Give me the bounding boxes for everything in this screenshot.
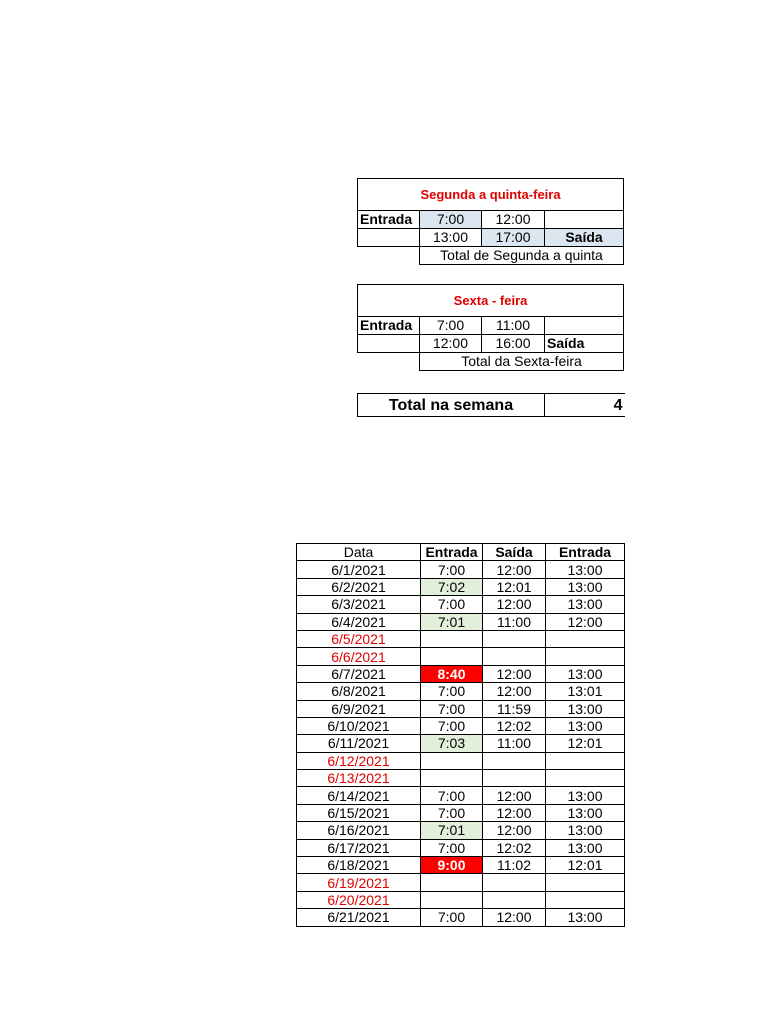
cell-date[interactable]: 6/17/2021 [297, 839, 421, 856]
cell-entrada[interactable] [421, 770, 483, 787]
schedule-mon-thu-title: Segunda a quinta-feira [358, 179, 624, 211]
cell-saida[interactable]: 12:00 [483, 804, 546, 821]
cell-time[interactable]: 7:00 [420, 211, 482, 229]
cell-saida[interactable] [483, 630, 546, 647]
cell-date[interactable]: 6/3/2021 [297, 596, 421, 613]
cell-entrada[interactable]: 7:00 [421, 717, 483, 734]
table-row [297, 561, 625, 578]
saida-label: Saída [545, 335, 624, 353]
cell-date[interactable]: 6/11/2021 [297, 735, 421, 752]
cell-entrada[interactable]: 9:00 [421, 857, 483, 874]
cell-entrada-2[interactable]: 12:00 [546, 613, 625, 630]
cell-empty[interactable] [358, 335, 420, 353]
cell-entrada[interactable]: 7:01 [421, 613, 483, 630]
schedule-mon-thu [357, 178, 624, 265]
cell-saida[interactable]: 12:02 [483, 717, 546, 734]
cell-date[interactable]: 6/7/2021 [297, 665, 421, 682]
cell-time[interactable]: 12:00 [482, 211, 545, 229]
cell-saida[interactable]: 12:02 [483, 839, 546, 856]
cell-saida[interactable]: 12:00 [483, 596, 546, 613]
cell-saida[interactable]: 11:59 [483, 700, 546, 717]
cell-date[interactable]: 6/1/2021 [297, 561, 421, 578]
cell-saida[interactable]: 11:02 [483, 857, 546, 874]
cell-entrada[interactable]: 7:02 [421, 578, 483, 595]
table-row [297, 857, 625, 874]
table-row [297, 596, 625, 613]
cell-time[interactable]: 16:00 [482, 335, 545, 353]
cell-saida[interactable]: 12:00 [483, 683, 546, 700]
cell-saida[interactable] [483, 752, 546, 769]
cell-date[interactable]: 6/12/2021 [297, 752, 421, 769]
col-header-entrada: Entrada [421, 544, 483, 561]
cell-entrada-2[interactable]: 13:00 [546, 839, 625, 856]
table-row [297, 665, 625, 682]
table-row [297, 648, 625, 665]
cell-empty[interactable] [545, 317, 624, 335]
cell-entrada-2[interactable]: 13:00 [546, 787, 625, 804]
table-row [297, 630, 625, 647]
cell-saida[interactable] [483, 891, 546, 908]
cell-entrada-2[interactable] [546, 770, 625, 787]
cell-entrada-2[interactable]: 13:00 [546, 822, 625, 839]
cell-entrada[interactable]: 7:01 [421, 822, 483, 839]
cell-date[interactable]: 6/15/2021 [297, 804, 421, 821]
cell-entrada-2[interactable]: 13:00 [546, 717, 625, 734]
table-row [297, 770, 625, 787]
cell-entrada-2[interactable]: 13:00 [546, 804, 625, 821]
cell-entrada[interactable]: 7:00 [421, 839, 483, 856]
cell-saida[interactable]: 11:00 [483, 735, 546, 752]
cell-saida[interactable]: 12:00 [483, 787, 546, 804]
cell-date[interactable]: 6/14/2021 [297, 787, 421, 804]
log-header-row [297, 544, 625, 561]
cell-time[interactable]: 12:00 [420, 335, 482, 353]
cell-date[interactable]: 6/21/2021 [297, 909, 421, 926]
cell-entrada-2[interactable]: 13:00 [546, 700, 625, 717]
cell-entrada[interactable] [421, 648, 483, 665]
cell-entrada[interactable] [421, 874, 483, 891]
cell-entrada-2[interactable] [546, 752, 625, 769]
cell-date[interactable]: 6/4/2021 [297, 613, 421, 630]
cell-date[interactable]: 6/19/2021 [297, 874, 421, 891]
table-row [297, 613, 625, 630]
cell-saida[interactable]: 12:00 [483, 909, 546, 926]
cell-saida[interactable]: 12:00 [483, 561, 546, 578]
weekly-total-value[interactable]: 4 [545, 394, 625, 417]
attendance-log [296, 543, 625, 927]
col-header-data: Data [297, 544, 421, 561]
table-row [297, 839, 625, 856]
cell-date[interactable]: 6/6/2021 [297, 648, 421, 665]
cell-entrada-2[interactable]: 13:01 [546, 683, 625, 700]
cell-entrada[interactable]: 7:00 [421, 561, 483, 578]
cell-saida[interactable] [483, 874, 546, 891]
cell-date[interactable]: 6/13/2021 [297, 770, 421, 787]
table-row [297, 752, 625, 769]
cell-entrada[interactable]: 7:00 [421, 909, 483, 926]
cell-entrada[interactable]: 7:00 [421, 683, 483, 700]
schedule-friday [357, 284, 624, 371]
table-row [297, 735, 625, 752]
cell-entrada-2[interactable] [546, 891, 625, 908]
table-row [297, 717, 625, 734]
weekly-total-label: Total na semana [358, 394, 545, 417]
schedule-friday-title: Sexta - feira [358, 285, 624, 317]
table-row [297, 683, 625, 700]
cell-entrada[interactable] [421, 891, 483, 908]
cell-entrada-2[interactable]: 13:00 [546, 561, 625, 578]
cell-entrada-2[interactable] [546, 648, 625, 665]
table-row [297, 578, 625, 595]
cell-entrada[interactable]: 7:00 [421, 700, 483, 717]
cell-time[interactable]: 13:00 [420, 229, 482, 247]
table-row [297, 700, 625, 717]
cell-date[interactable]: 6/20/2021 [297, 891, 421, 908]
entrada-label: Entrada [358, 317, 420, 335]
cell-entrada[interactable]: 7:00 [421, 804, 483, 821]
cell-entrada[interactable]: 8:40 [421, 665, 483, 682]
cell-time[interactable]: 17:00 [482, 229, 545, 247]
cell-entrada-2[interactable] [546, 630, 625, 647]
cell-date[interactable]: 6/8/2021 [297, 683, 421, 700]
cell-entrada-2[interactable]: 12:01 [546, 857, 625, 874]
cell-entrada-2[interactable]: 13:00 [546, 596, 625, 613]
cell-blank [358, 353, 420, 371]
cell-entrada-2[interactable]: 12:01 [546, 735, 625, 752]
cell-entrada-2[interactable]: 13:00 [546, 909, 625, 926]
cell-entrada-2[interactable] [546, 874, 625, 891]
table-row [297, 891, 625, 908]
cell-entrada[interactable]: 7:00 [421, 787, 483, 804]
cell-saida[interactable]: 12:01 [483, 578, 546, 595]
weekly-total [357, 393, 625, 417]
cell-saida[interactable]: 12:00 [483, 665, 546, 682]
col-header-saida: Saída [483, 544, 546, 561]
total-friday-label: Total da Sexta-feira [420, 353, 624, 371]
cell-saida[interactable]: 11:00 [483, 613, 546, 630]
cell-entrada[interactable] [421, 752, 483, 769]
cell-date[interactable]: 6/5/2021 [297, 630, 421, 647]
cell-date[interactable]: 6/16/2021 [297, 822, 421, 839]
cell-empty[interactable] [358, 229, 420, 247]
cell-saida[interactable] [483, 770, 546, 787]
cell-blank [358, 247, 420, 265]
table-row [297, 909, 625, 926]
cell-time[interactable]: 7:00 [420, 317, 482, 335]
cell-entrada-2[interactable]: 13:00 [546, 578, 625, 595]
cell-entrada[interactable]: 7:00 [421, 596, 483, 613]
saida-label: Saída [545, 229, 624, 247]
table-row [297, 787, 625, 804]
cell-empty[interactable] [545, 211, 624, 229]
entrada-label: Entrada [358, 211, 420, 229]
cell-saida[interactable] [483, 648, 546, 665]
table-row [297, 874, 625, 891]
cell-date[interactable]: 6/10/2021 [297, 717, 421, 734]
total-mon-thu-label: Total de Segunda a quinta [420, 247, 624, 265]
cell-entrada-2[interactable]: 13:00 [546, 665, 625, 682]
cell-time[interactable]: 11:00 [482, 317, 545, 335]
table-row [297, 822, 625, 839]
cell-entrada[interactable] [421, 630, 483, 647]
cell-date[interactable]: 6/18/2021 [297, 857, 421, 874]
col-header-entrada-2: Entrada [546, 544, 625, 561]
cell-entrada[interactable]: 7:03 [421, 735, 483, 752]
cell-saida[interactable]: 12:00 [483, 822, 546, 839]
cell-date[interactable]: 6/9/2021 [297, 700, 421, 717]
table-row [297, 804, 625, 821]
cell-date[interactable]: 6/2/2021 [297, 578, 421, 595]
